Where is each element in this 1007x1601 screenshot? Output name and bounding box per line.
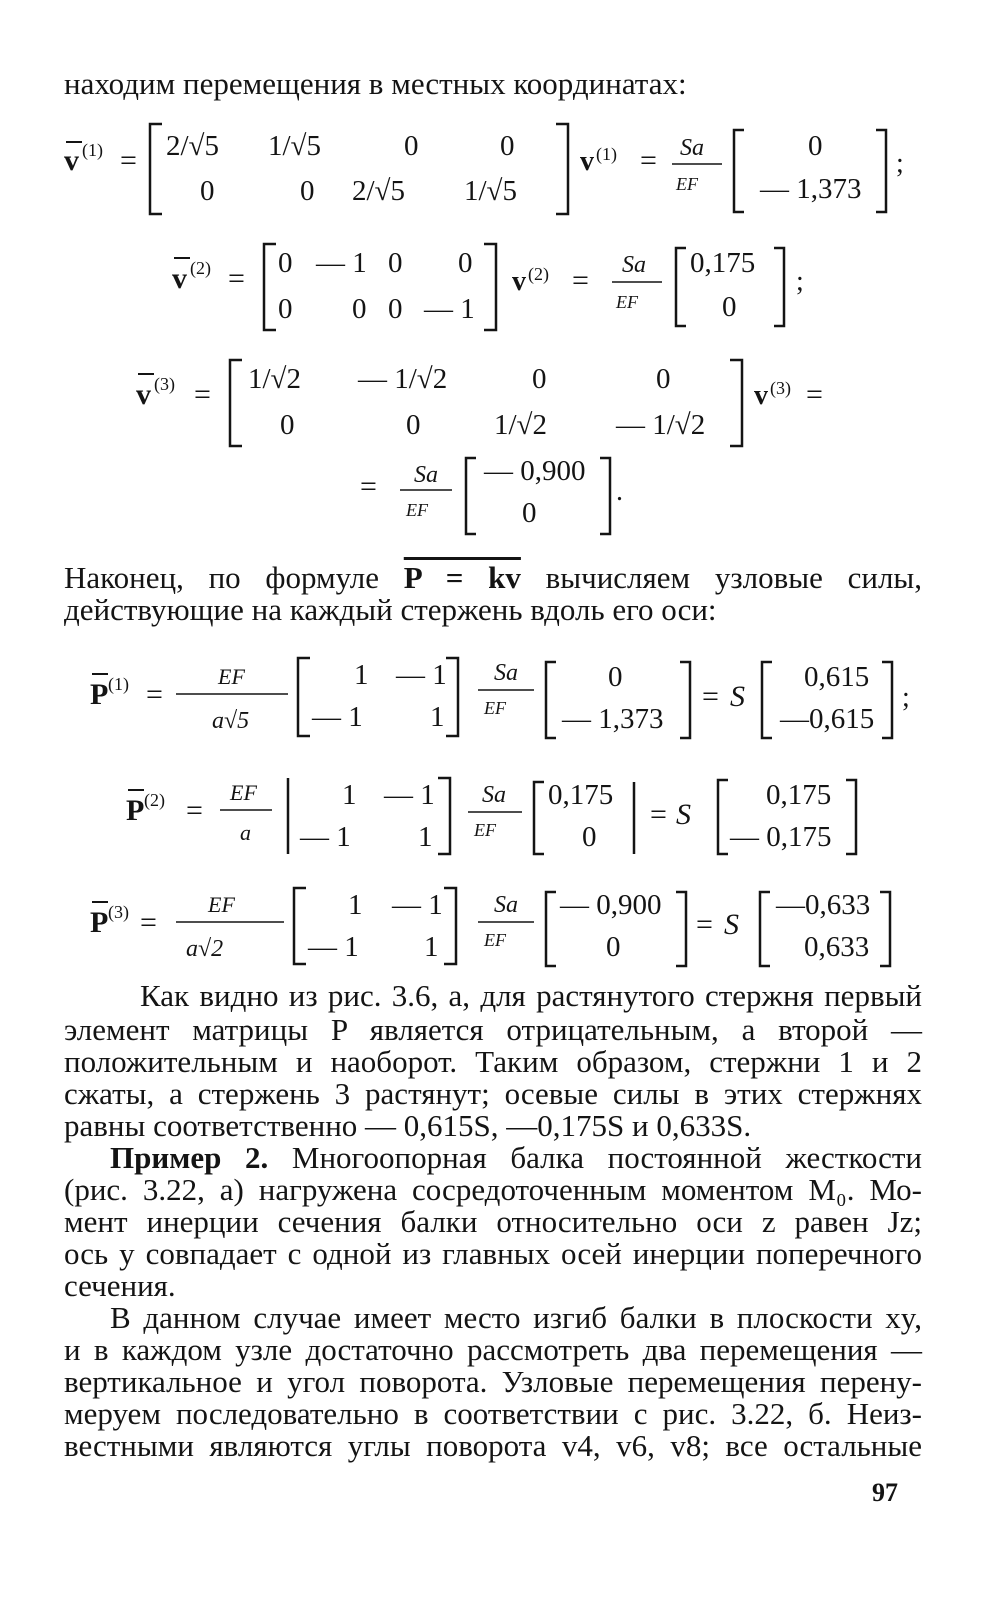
eq1-sup: (1) <box>82 140 103 160</box>
eq2-m24: — 1 <box>424 293 475 325</box>
p1-k22: 1 <box>430 701 445 733</box>
eq3-m14: 0 <box>656 363 671 395</box>
p3-k21: — 1 <box>308 931 359 963</box>
eq1-vec2: — 1,373 <box>760 173 862 205</box>
p1-frac-den: EF <box>484 698 506 718</box>
eq1-bracket-left <box>150 124 162 214</box>
p1-v1: 0 <box>608 661 623 693</box>
p1-v2: — 1,373 <box>562 703 664 735</box>
eq2-punct: ; <box>796 266 804 297</box>
eq3-m11: 1/√2 <box>248 363 301 395</box>
p3-k11: 1 <box>348 889 363 921</box>
eq1-m21: 0 <box>200 175 215 207</box>
para4-line1: В данном случае имеет место изгиб балки в плоскости xy, <box>110 1300 922 1335</box>
para2-line1: Как видно из рис. 3.6, а, для растянутого стержня первый <box>140 978 922 1013</box>
p2-res2: — 0,175 <box>730 821 832 853</box>
para2-line3: положительным и наоборот. Таким образом, стержни 1 и 2 <box>64 1044 922 1079</box>
eq3-vsup: (3) <box>770 378 791 398</box>
p1-k11: 1 <box>354 659 369 691</box>
p1-sup: (1) <box>108 674 129 694</box>
svg-text:=: = <box>228 262 245 295</box>
eq2-m13: 0 <box>388 247 403 279</box>
p2-k-den: a <box>240 820 251 845</box>
p2-k21: — 1 <box>300 821 351 853</box>
para3-line1 <box>110 1140 922 1176</box>
equation-v1 <box>64 124 904 214</box>
eq2-vec1: 0,175 <box>690 247 756 279</box>
eq1-frac-num: Sa <box>680 135 704 161</box>
para2-line4: сжаты, а стержень 3 растянут; осевые силы в этих стержнях <box>64 1076 922 1111</box>
eq1-m11: 2/√5 <box>166 130 219 162</box>
eq1-punct: ; <box>896 148 904 179</box>
eq2-m11: 0 <box>278 247 293 279</box>
eq1-m24: 1/√5 <box>464 175 517 207</box>
eq2-m21: 0 <box>278 293 293 325</box>
eq3-m23: 1/√2 <box>494 409 547 441</box>
para2-line5: равны соответственно — 0,615S, —0,175S и 0,633S. <box>64 1108 752 1143</box>
eq1-lhs: v <box>64 144 79 177</box>
p2-res1: 0,175 <box>766 779 832 811</box>
eq1-m12: 1/√5 <box>268 130 321 162</box>
para3-line2: (рис. 3.22, а) нагружена сосредоточенным моментом M₀. Мо- <box>64 1172 922 1207</box>
eq1-vec1: 0 <box>808 130 823 162</box>
eq1-m23: 2/√5 <box>352 175 405 207</box>
p2-lhs: P <box>126 794 145 827</box>
para1-text-b: вычисляем узловые силы, <box>545 560 922 595</box>
eq1-m14: 0 <box>500 130 515 162</box>
eq3-frac-num: Sa <box>414 462 438 488</box>
force-equations <box>0 640 1007 970</box>
svg-text:=: = <box>696 908 713 941</box>
p2-v1: 0,175 <box>548 779 614 811</box>
p2-k-num: EF <box>230 780 257 805</box>
para4-line5: вестными являются углы поворота v4, v6, v8; все остальные <box>64 1428 922 1463</box>
p3-k-num: EF <box>208 892 235 917</box>
para3-line4: ось y совпадает с одной из главных осей инерции поперечного <box>64 1236 922 1271</box>
p2-frac-num: Sa <box>482 782 506 808</box>
eq2-m22: 0 <box>352 293 367 325</box>
para3-line5: сечения. <box>64 1268 176 1303</box>
eq3-v: v <box>754 380 768 411</box>
equation-v3 <box>136 360 823 534</box>
para4-line2: и в каждом узле достаточно рассмотреть два перемещения — <box>64 1332 922 1367</box>
eq3-vec1: — 0,900 <box>484 455 586 487</box>
p3-k12: — 1 <box>392 889 443 921</box>
svg-text:=: = <box>120 144 137 177</box>
eq2-frac-num: Sa <box>622 252 646 278</box>
p1-S: S <box>730 680 745 713</box>
p1-res1: 0,615 <box>804 661 870 693</box>
eq1-vsup: (1) <box>596 144 617 164</box>
eq3-m13: 0 <box>532 363 547 395</box>
eq2-sup: (2) <box>190 258 211 278</box>
svg-text:=: = <box>650 798 667 831</box>
para1-text-a: Наконец, по формуле <box>64 560 380 595</box>
para1-line2: действующие на каждый стержень вдоль его оси: <box>64 592 717 627</box>
equation-p1 <box>90 658 910 738</box>
p3-k-den: a√2 <box>186 936 224 962</box>
p2-v2: 0 <box>582 821 597 853</box>
svg-text:=: = <box>194 378 211 411</box>
p2-sup: (2) <box>144 790 165 810</box>
p2-k12: — 1 <box>384 779 435 811</box>
eq3-punct: . <box>616 476 623 507</box>
eq2-vsup: (2) <box>528 264 549 284</box>
eq3-m22: 0 <box>406 409 421 441</box>
equation-v2 <box>172 244 804 330</box>
svg-text:=: = <box>702 680 719 713</box>
p3-S: S <box>724 908 739 941</box>
eq3-m12: — 1/√2 <box>358 363 448 395</box>
eq3-m24: — 1/√2 <box>616 409 706 441</box>
eq1-m22: 0 <box>300 175 315 207</box>
eq3-lhs: v <box>136 378 151 411</box>
svg-text:=: = <box>806 378 823 411</box>
p3-v1: — 0,900 <box>560 889 662 921</box>
p2-S: S <box>676 798 691 831</box>
p3-k22: 1 <box>424 931 439 963</box>
svg-text:=: = <box>640 144 657 177</box>
p3-frac-den: EF <box>484 930 506 950</box>
svg-text:=: = <box>186 794 203 827</box>
eq2-m12: — 1 <box>316 247 367 279</box>
eq1-m13: 0 <box>404 130 419 162</box>
p1-punct: ; <box>902 682 910 713</box>
para2-line2: элемент матрицы P является отрицательным, а второй — <box>64 1012 922 1047</box>
eq3-vec2: 0 <box>522 497 537 529</box>
p3-frac-num: Sa <box>494 892 518 918</box>
eq2-lhs: v <box>172 262 187 295</box>
para4-line3: вертикальное и угол поворота. Узловые перемещения перену- <box>64 1364 922 1399</box>
svg-text:=: = <box>360 470 377 503</box>
svg-text:=: = <box>140 906 157 939</box>
example-lead: Пример 2. <box>110 1140 269 1175</box>
p2-k11: 1 <box>342 779 357 811</box>
para3-line3: мент инерции сечения балки относительно оси z равен Jz; <box>64 1204 922 1239</box>
svg-text:=: = <box>146 678 163 711</box>
p2-k22: 1 <box>418 821 433 853</box>
eq3-sup: (3) <box>154 374 175 394</box>
p1-frac-num: Sa <box>494 660 518 686</box>
p1-k-den: a√5 <box>212 708 250 734</box>
p2-frac-den: EF <box>474 820 496 840</box>
p3-v2: 0 <box>606 931 621 963</box>
para1-line1 <box>64 560 922 596</box>
eq3-m21: 0 <box>280 409 295 441</box>
para1-formula: P = kv <box>403 560 521 595</box>
equation-p2 <box>126 778 856 854</box>
para4-line4: меруем последовательно в соответствии с рис. 3.22, б. Неиз- <box>64 1396 922 1431</box>
svg-text:=: = <box>572 264 589 297</box>
p3-res2: 0,633 <box>804 931 870 963</box>
p1-k21: — 1 <box>312 701 363 733</box>
p1-lhs: P <box>90 678 109 711</box>
p3-res1: —0,633 <box>776 889 871 921</box>
equation-p3 <box>90 888 890 966</box>
eq2-v: v <box>512 266 526 297</box>
eq2-m14: 0 <box>458 247 473 279</box>
eq2-vec2: 0 <box>722 291 737 323</box>
p1-res2: —0,615 <box>780 703 875 735</box>
eq2-m23: 0 <box>388 293 403 325</box>
eq1-bracket-right <box>556 124 568 214</box>
p3-sup: (3) <box>108 902 129 922</box>
page-number: 97 <box>872 1478 898 1507</box>
para3-text: Многоопорная балка постоянной жесткости <box>291 1140 922 1175</box>
eq1-frac-den: EF <box>676 174 698 194</box>
eq3-frac-den: EF <box>406 500 428 520</box>
eq2-frac-den: EF <box>616 292 638 312</box>
p3-lhs: P <box>90 906 109 939</box>
p1-k-num: EF <box>218 664 245 689</box>
p1-k12: — 1 <box>396 659 447 691</box>
eq1-v: v <box>580 146 594 177</box>
intro-line: находим перемещения в местных координатах: <box>64 66 687 101</box>
